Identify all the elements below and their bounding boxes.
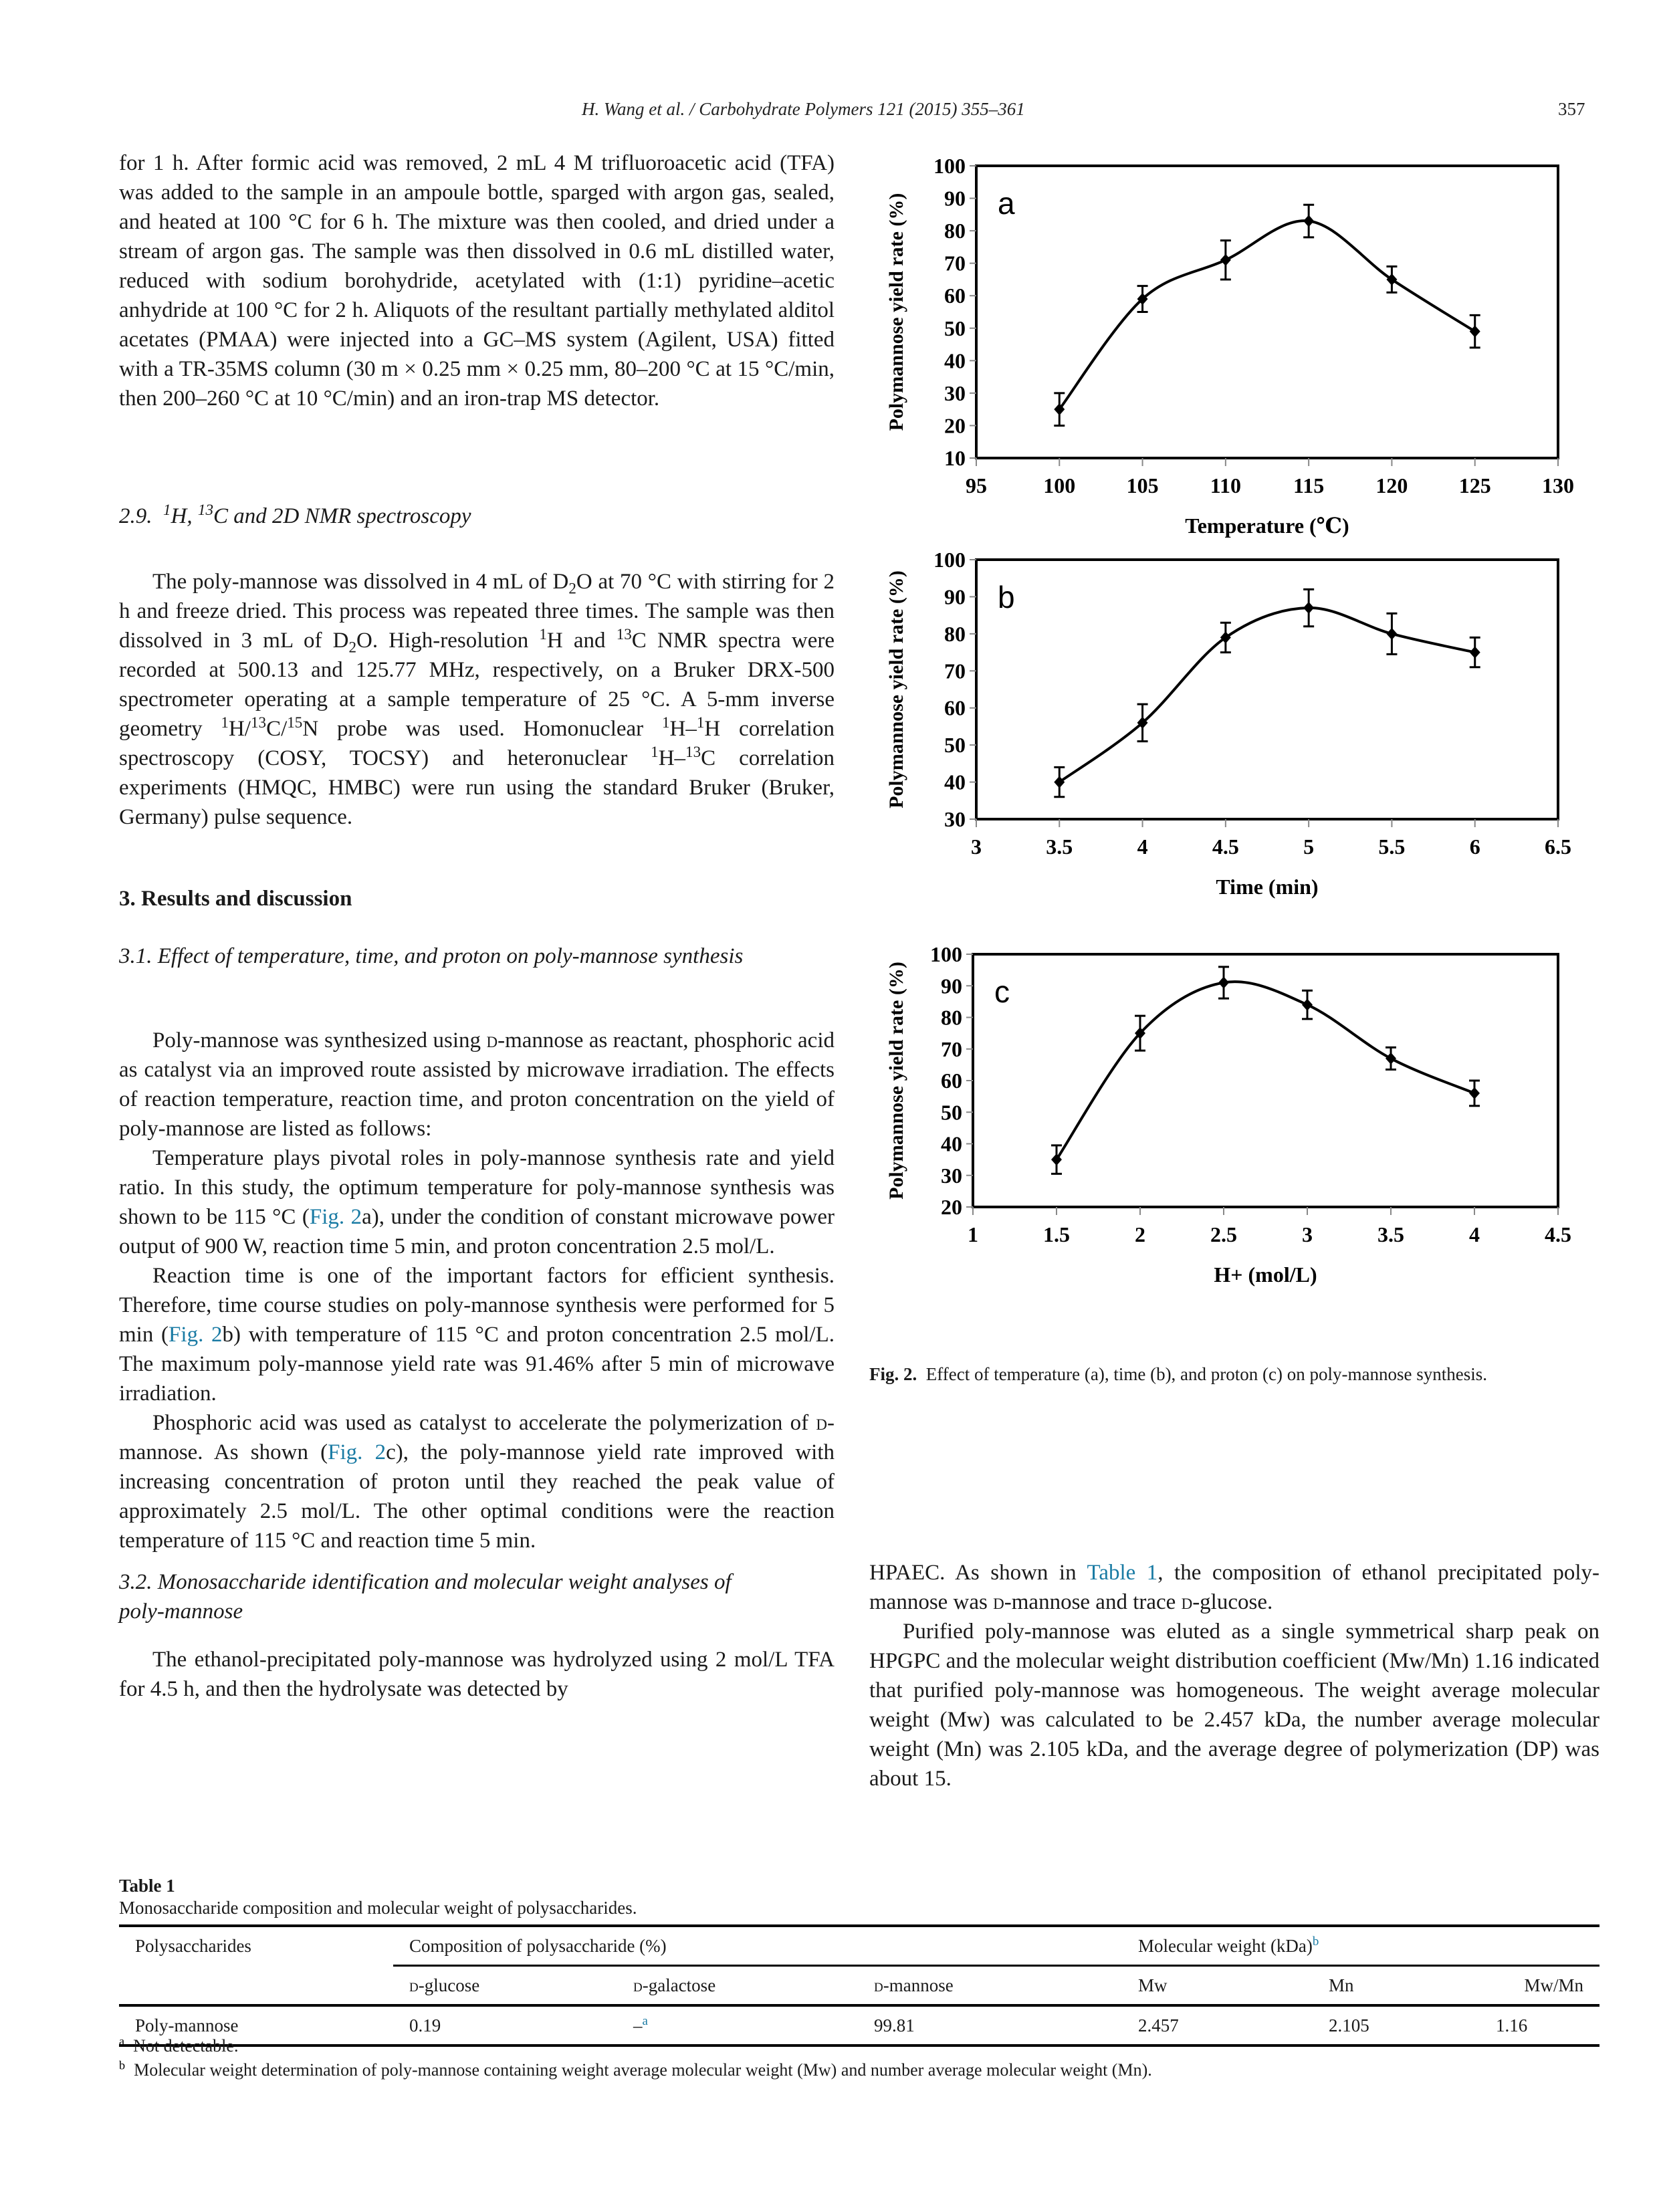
svg-text:Polymannose yield rate (%): Polymannose yield rate (%) bbox=[885, 193, 907, 431]
svg-text:5.5: 5.5 bbox=[1378, 835, 1406, 859]
table-1-link[interactable]: Table 1 bbox=[1087, 1561, 1158, 1585]
paragraph-temperature: Temperature plays pivotal roles in poly-mannose synthesis rate and yield ratio. In this study, the optimum temperature for poly-mannose synthesis was shown to be 115 °C (Fig. 2a), under the condition of constant microwave power output of 900 W, reaction time 5 min, and proton concentration 2.5 mol/L. bbox=[119, 1146, 835, 1258]
svg-text:120: 120 bbox=[1375, 473, 1408, 497]
svg-text:100: 100 bbox=[933, 548, 966, 572]
svg-text:125: 125 bbox=[1458, 473, 1491, 497]
page-number: 357 bbox=[1558, 99, 1585, 119]
chart-proton bbox=[869, 939, 1605, 1354]
svg-text:3: 3 bbox=[1302, 1222, 1313, 1246]
header-glucose: d-glucose bbox=[393, 1966, 617, 2006]
paragraph-hydrolysis: The ethanol-precipitated poly-mannose was hydrolyzed using 2 mol/L TFA for 4.5 h, and then the hydrolysate was detected by bbox=[119, 1648, 835, 1701]
section-3-heading: 3. Results and discussion bbox=[119, 887, 352, 911]
figure-caption-text: Effect of temperature (a), time (b), and proton (c) on poly-mannose synthesis. bbox=[925, 1364, 1487, 1384]
footnote-ref-a[interactable]: a bbox=[642, 2013, 648, 2028]
paragraph-time: Reaction time is one of the important factors for efficient synthesis. Therefore, time course studies on poly-mannose synthesis were performed for 5 min (Fig. 2b) with temperature of 115 °C and proton concentration 2.5 mol/L. The maximum poly-mannose yield rate was 91.46% after 5 min of microwave irradiation. bbox=[119, 1264, 835, 1406]
svg-text:Polymannose yield rate (%): Polymannose yield rate (%) bbox=[885, 570, 907, 808]
header-molecular-weight: Molecular weight (kDa)$^b$ bbox=[1122, 1926, 1599, 1966]
cell-glucose: 0.19 bbox=[393, 2005, 617, 2045]
table-1 bbox=[119, 1924, 1599, 2047]
svg-text:2: 2 bbox=[1135, 1222, 1145, 1246]
svg-text:H+ (mol/L): H+ (mol/L) bbox=[1214, 1262, 1317, 1287]
svg-text:3: 3 bbox=[971, 835, 982, 859]
paragraph-hpaec: HPAEC. As shown in Table 1, the composition of ethanol precipitated poly-mannose was d-mannose and trace d-glucose. bbox=[869, 1561, 1599, 1614]
footnote-ref-b[interactable]: b bbox=[1312, 1934, 1319, 1949]
svg-text:60: 60 bbox=[944, 284, 966, 308]
right-column bbox=[869, 1558, 1599, 1793]
header-mwmn: Mw/Mn bbox=[1480, 1966, 1599, 2006]
table-caption: Monosaccharide composition and molecular weight of polysaccharides. bbox=[119, 1898, 637, 1918]
svg-text:50: 50 bbox=[944, 733, 966, 758]
svg-text:60: 60 bbox=[944, 695, 966, 720]
section-3-1-body bbox=[119, 1026, 835, 1555]
svg-text:30: 30 bbox=[941, 1163, 962, 1188]
heading-text: H, bbox=[171, 504, 198, 528]
svg-text:4: 4 bbox=[1469, 1222, 1480, 1246]
svg-text:100: 100 bbox=[930, 942, 962, 966]
fig-2-link[interactable]: Fig. 2 bbox=[309, 1205, 362, 1229]
section-3-2-heading: 3.2. Monosaccharide identification and molecular weight analyses of poly-mannose bbox=[119, 1570, 732, 1624]
svg-text:40: 40 bbox=[944, 770, 966, 794]
paragraph-nmr: The poly-mannose was dissolved in 4 mL of $D_2O$ at 70 °C with stirring for 2 h and freeze dried. This process was repeated three times. The sample was then dissolved in 3 mL of $D_2O$. High-resolution $^1$H and $^{13}$C NMR spectra were recorded at 500.13 and 125.77 MHz, respectively, on a Bruker DRX-500 spectrometer operating at a sample temperature of 25 °C. A 5-mm inverse geometry $^1$H/$^{13}$C/$^{15}$N probe was used. Homonuclear $^1$H–$^1$H correlation spectroscopy (COSY, TOCSY) and heteronuclear $^1$H–$^{13}$C correlation experiments (HMQC, HMBC) were run using the standard Bruker (Bruker, Germany) pulse sequence. bbox=[119, 570, 835, 829]
svg-text:b: b bbox=[998, 580, 1015, 615]
svg-text:Polymannose yield rate (%): Polymannose yield rate (%) bbox=[885, 962, 907, 1200]
svg-text:4.5: 4.5 bbox=[1212, 835, 1239, 859]
svg-text:1.5: 1.5 bbox=[1043, 1222, 1070, 1246]
table-footnotes bbox=[119, 2034, 1152, 2082]
paragraph-intro: Poly-mannose was synthesized using d-mannose as reactant, phosphoric acid as catalyst via an improved route assisted by microwave irradiation. The effects of reaction temperature, reaction time, and proton concentration on the yield of poly-mannose are listed as follows: bbox=[119, 1028, 835, 1141]
svg-text:6: 6 bbox=[1469, 835, 1480, 859]
paragraph-methylation: for 1 h. After formic acid was removed, 2 mL 4 M trifluoroacetic acid (TFA) was added to the sample in an ampoule bottle, sparged with argon gas, sealed, and heated at 100 °C for 6 h. The mixture was then cooled, and dried under a stream of argon gas. The sample was then dissolved in 0.6 mL distilled water, reduced with sodium borohydride, acetylated with (1:1) pyridine–acetic anhydride at 100 °C for 2 h. Aliquots of the resultant partially methylated alditol acetates (PMAA) were injected into a GC–MS system (Agilent, USA) fitted with a TR-35MS column (30 m × 0.25 mm × 0.25 mm, 80–200 °C at 15 °C/min, then 200–260 °C at 10 °C/min) and an iron-trap MS detector. bbox=[119, 151, 835, 411]
svg-text:2.5: 2.5 bbox=[1210, 1222, 1237, 1246]
svg-text:20: 20 bbox=[941, 1195, 962, 1219]
svg-text:1: 1 bbox=[968, 1222, 978, 1246]
superscript: 13 bbox=[197, 501, 213, 518]
svg-text:90: 90 bbox=[941, 974, 962, 998]
svg-text:3.5: 3.5 bbox=[1046, 835, 1073, 859]
figure-caption bbox=[869, 1364, 1487, 1385]
chart-temperature bbox=[869, 147, 1605, 542]
svg-text:90: 90 bbox=[944, 584, 966, 609]
svg-text:10: 10 bbox=[944, 446, 966, 470]
svg-text:c: c bbox=[994, 974, 1010, 1009]
header-composition: Composition of polysaccharide (%) bbox=[393, 1926, 1122, 1966]
svg-text:50: 50 bbox=[941, 1100, 962, 1125]
svg-text:100: 100 bbox=[1043, 473, 1076, 497]
svg-text:Temperature (℃): Temperature (℃) bbox=[1185, 514, 1349, 538]
paragraph-proton: Phosphoric acid was used as catalyst to accelerate the polymerization of d-mannose. As shown (Fig. 2c), the poly-mannose yield rate improved with increasing concentration of proton until they reached the peak value of approximately 2.5 mol/L. The other optimal conditions were the reaction temperature of 115 °C and reaction time 5 min. bbox=[119, 1411, 835, 1553]
svg-text:80: 80 bbox=[941, 1005, 962, 1030]
header-polysaccharides: Polysaccharides bbox=[119, 1926, 393, 1966]
table-title: Table 1 bbox=[119, 1876, 175, 1896]
section-number: 2.9. bbox=[119, 504, 152, 528]
superscript: 1 bbox=[163, 501, 171, 518]
svg-text:a: a bbox=[998, 186, 1015, 221]
svg-text:4.5: 4.5 bbox=[1545, 1222, 1571, 1246]
fig-2-link[interactable]: Fig. 2 bbox=[169, 1323, 223, 1347]
svg-text:80: 80 bbox=[944, 219, 966, 243]
figure-label: Fig. 2. bbox=[869, 1364, 917, 1384]
section-2-9-heading bbox=[119, 502, 835, 531]
header-mannose: d-mannose bbox=[858, 1966, 1122, 2006]
cell-name: Poly-mannose bbox=[119, 2005, 393, 2045]
footnote-b: $^b$ Molecular weight determination of poly-mannose containing weight average molecular weight (Mw) and number average molecular weight (Mn). bbox=[119, 2058, 1152, 2080]
section-3-1-heading: 3.1. Effect of temperature, time, and proton on poly-mannose synthesis bbox=[119, 944, 744, 968]
paragraph-hpgpc: Purified poly-mannose was eluted as a single symmetrical sharp peak on HPGPC and the molecular weight distribution coefficient (Mw/Mn) 1.16 indicated that purified poly-mannose was homogeneous. The weight average molecular weight (Mw) was calculated to be 2.457 kDa, the number average molecular weight (Mn) was 2.105 kDa, and the average degree of polymerization (DP) was about 15. bbox=[869, 1620, 1599, 1791]
cell-mn: 2.105 bbox=[1313, 2005, 1480, 2045]
svg-text:95: 95 bbox=[966, 473, 987, 497]
cell-mwmn: 1.16 bbox=[1480, 2005, 1599, 2045]
svg-text:5: 5 bbox=[1303, 835, 1315, 859]
svg-text:30: 30 bbox=[944, 380, 966, 405]
svg-text:100: 100 bbox=[933, 154, 966, 178]
svg-text:6.5: 6.5 bbox=[1545, 835, 1571, 859]
svg-text:105: 105 bbox=[1126, 473, 1159, 497]
svg-text:130: 130 bbox=[1542, 473, 1574, 497]
svg-text:40: 40 bbox=[941, 1131, 962, 1156]
svg-text:110: 110 bbox=[1210, 473, 1241, 497]
cell-mannose: 99.81 bbox=[858, 2005, 1122, 2045]
svg-text:80: 80 bbox=[944, 621, 966, 646]
svg-text:60: 60 bbox=[941, 1069, 962, 1093]
svg-text:Time (min): Time (min) bbox=[1216, 875, 1319, 899]
svg-text:70: 70 bbox=[944, 251, 966, 275]
chart-time bbox=[869, 545, 1605, 939]
footnote-a: $^a$ Not detectable. bbox=[119, 2034, 239, 2056]
header-mw: Mw bbox=[1122, 1966, 1313, 2006]
svg-text:4: 4 bbox=[1137, 835, 1148, 859]
svg-text:90: 90 bbox=[944, 186, 966, 211]
fig-2-link[interactable]: Fig. 2 bbox=[328, 1440, 386, 1464]
left-column bbox=[119, 148, 835, 413]
svg-text:70: 70 bbox=[941, 1036, 962, 1061]
svg-text:40: 40 bbox=[944, 348, 966, 373]
header-galactose: d-galactose bbox=[617, 1966, 858, 2006]
running-head: H. Wang et al. / Carbohydrate Polymers 121 (2015) 355–361 bbox=[582, 99, 1025, 119]
heading-text: C and 2D NMR spectroscopy bbox=[213, 504, 471, 528]
header-mn: Mn bbox=[1313, 1966, 1480, 2006]
svg-text:30: 30 bbox=[944, 807, 966, 831]
svg-text:50: 50 bbox=[944, 316, 966, 340]
svg-text:20: 20 bbox=[944, 413, 966, 438]
cell-mw: 2.457 bbox=[1122, 2005, 1313, 2045]
svg-text:70: 70 bbox=[944, 659, 966, 683]
cell-galactose: –$^a$ bbox=[617, 2005, 858, 2045]
svg-text:115: 115 bbox=[1293, 473, 1325, 497]
svg-text:3.5: 3.5 bbox=[1377, 1222, 1404, 1246]
